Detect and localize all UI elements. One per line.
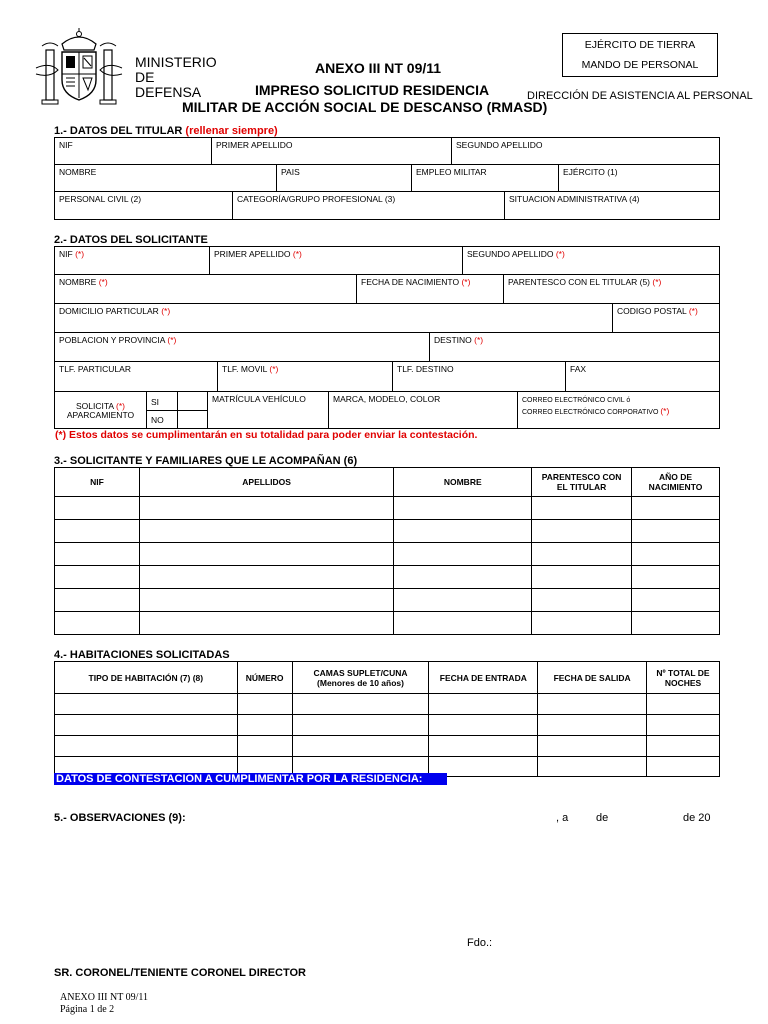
familiares-header-row [55, 468, 720, 497]
table-row[interactable] [55, 497, 720, 520]
titular-ejercito-field[interactable]: EJÉRCITO (1) [558, 164, 720, 192]
marca-modelo-field[interactable]: MARCA, MODELO, COLOR [328, 391, 518, 429]
anexo-title: ANEXO III NT 09/11 [315, 60, 442, 76]
solicitante-fecha-nacimiento-field[interactable]: FECHA DE NACIMIENTO (*) [356, 274, 504, 304]
observaciones-area[interactable] [54, 828, 720, 928]
solicitante-nif-field[interactable]: NIF (*) [54, 246, 210, 275]
table-row[interactable] [55, 589, 720, 612]
matricula-field[interactable]: MATRÍCULA VEHÍCULO [207, 391, 329, 429]
col-ano-nacimiento: AÑO DE NACIMIENTO [632, 468, 720, 497]
titular-pais-field[interactable]: PAIS [276, 164, 412, 192]
required-warning: (*) Estos datos se cumplimentarán en su totalidad para poder enviar la contestación. [55, 429, 478, 441]
ministry-line-1: MINISTERIO [135, 54, 217, 70]
col-nif: NIF [55, 468, 140, 497]
titular-segundo-apellido-field[interactable]: SEGUNDO APELLIDO [451, 137, 720, 165]
solicitante-poblacion-field[interactable]: POBLACION Y PROVINCIA (*) [54, 332, 430, 362]
titular-primer-apellido-field[interactable]: PRIMER APELLIDO [211, 137, 452, 165]
solicitante-domicilio-field[interactable]: DOMICILIO PARTICULAR (*) [54, 303, 613, 333]
titular-categoria-field[interactable]: CATEGORÍA/GRUPO PROFESIONAL (3) [232, 191, 505, 220]
form-title-line-2: MILITAR DE ACCIÓN SOCIAL DE DESCANSO (RMASD) [182, 99, 548, 115]
table-row[interactable] [55, 736, 720, 757]
correo-field[interactable]: CORREO ELECTRÓNICO CIVIL ó CORREO ELECTRÓNICO CORPORATIVO (*) [517, 391, 720, 429]
col-nombre: NOMBRE [394, 468, 532, 497]
solicitante-tlf-particular-field[interactable]: TLF. PARTICULAR [54, 361, 218, 392]
solicitante-destino-field[interactable]: DESTINO (*) [429, 332, 720, 362]
residencia-band: DATOS DE CONTESTACION A CUMPLIMENTAR POR LA RESIDENCIA: [54, 773, 447, 785]
footer-page: Página 1 de 2 [60, 1004, 115, 1015]
section-5-title: 5.- OBSERVACIONES (9): [54, 812, 186, 824]
titular-nif-field[interactable]: NIF [54, 137, 212, 165]
aparcamiento-si-checkbox[interactable] [177, 391, 208, 411]
table-row[interactable] [55, 566, 720, 589]
solicitante-segundo-apellido-field[interactable]: SEGUNDO APELLIDO (*) [462, 246, 720, 275]
army-box-line-1: EJÉRCITO DE TIERRA [584, 39, 696, 51]
solicitante-tlf-movil-field[interactable]: TLF. MOVIL (*) [217, 361, 393, 392]
ministry-line-3: DEFENSA [135, 84, 202, 100]
col-numero: NÚMERO [237, 662, 292, 694]
section-2-title: 2.- DATOS DEL SOLICITANTE [54, 234, 208, 246]
solicitante-fax-field[interactable]: FAX [565, 361, 720, 392]
date-de20-label: de 20 [683, 812, 711, 824]
place-a-label: , a [556, 812, 569, 824]
col-camas: CAMAS SUPLET/CUNA (Menores de 10 años) [292, 662, 429, 694]
director-label: SR. CORONEL/TENIENTE CORONEL DIRECTOR [54, 967, 307, 979]
footer-anexo: ANEXO III NT 09/11 [60, 992, 149, 1003]
table-row[interactable] [55, 520, 720, 543]
aparcamiento-no-checkbox[interactable] [177, 410, 208, 429]
coat-of-arms-logo [32, 28, 127, 110]
solicitante-codigo-postal-field[interactable]: CODIGO POSTAL (*) [612, 303, 720, 333]
table-row[interactable] [55, 694, 720, 715]
direction-label: DIRECCIÓN DE ASISTENCIA AL PERSONAL [527, 90, 753, 102]
col-fecha-entrada: FECHA DE ENTRADA [429, 662, 538, 694]
col-total-noches: Nº TOTAL DE NOCHES [647, 662, 720, 694]
form-title-line-1: IMPRESO SOLICITUD RESIDENCIA [255, 82, 490, 98]
army-box [562, 33, 718, 77]
ministry-line-2: DE [135, 69, 155, 85]
titular-personal-civil-field[interactable]: PERSONAL CIVIL (2) [54, 191, 233, 220]
section-1-title: 1.- DATOS DEL TITULAR (rellenar siempre) [54, 125, 278, 137]
titular-empleo-field[interactable]: EMPLEO MILITAR [411, 164, 559, 192]
section-4-title: 4.- HABITACIONES SOLICITADAS [54, 649, 230, 661]
titular-nombre-field[interactable]: NOMBRE [54, 164, 277, 192]
solicitante-nombre-field[interactable]: NOMBRE (*) [54, 274, 357, 304]
aparcamiento-no-label: NO [146, 410, 178, 429]
col-apellidos: APELLIDOS [139, 468, 394, 497]
col-tipo-habitacion: TIPO DE HABITACIÓN (7) (8) [55, 662, 238, 694]
familiares-table [54, 467, 720, 635]
habitaciones-header-row [55, 662, 720, 694]
aparcamiento-label: SOLICITA (*) APARCAMIENTO [54, 391, 147, 429]
solicitante-parentesco-field[interactable]: PARENTESCO CON EL TITULAR (5) (*) [503, 274, 720, 304]
date-de-label: de [596, 812, 609, 824]
table-row[interactable] [55, 612, 720, 635]
col-parentesco: PARENTESCO CON EL TITULAR [532, 468, 632, 497]
army-box-line-2: MANDO DE PERSONAL [581, 59, 699, 71]
table-row[interactable] [55, 543, 720, 566]
titular-situacion-field[interactable]: SITUACION ADMINISTRATIVA (4) [504, 191, 720, 220]
section-1-note: (rellenar siempre) [185, 125, 278, 137]
solicitante-tlf-destino-field[interactable]: TLF. DESTINO [392, 361, 566, 392]
table-row[interactable] [55, 715, 720, 736]
aparcamiento-si-label: SI [146, 391, 178, 411]
solicitante-primer-apellido-field[interactable]: PRIMER APELLIDO (*) [209, 246, 463, 275]
ministry-name [135, 55, 245, 100]
firma-label: Fdo.: [467, 937, 493, 949]
col-fecha-salida: FECHA DE SALIDA [538, 662, 647, 694]
habitaciones-table [54, 661, 720, 777]
section-3-title: 3.- SOLICITANTE Y FAMILIARES QUE LE ACOMPAÑAN (6) [54, 455, 358, 467]
